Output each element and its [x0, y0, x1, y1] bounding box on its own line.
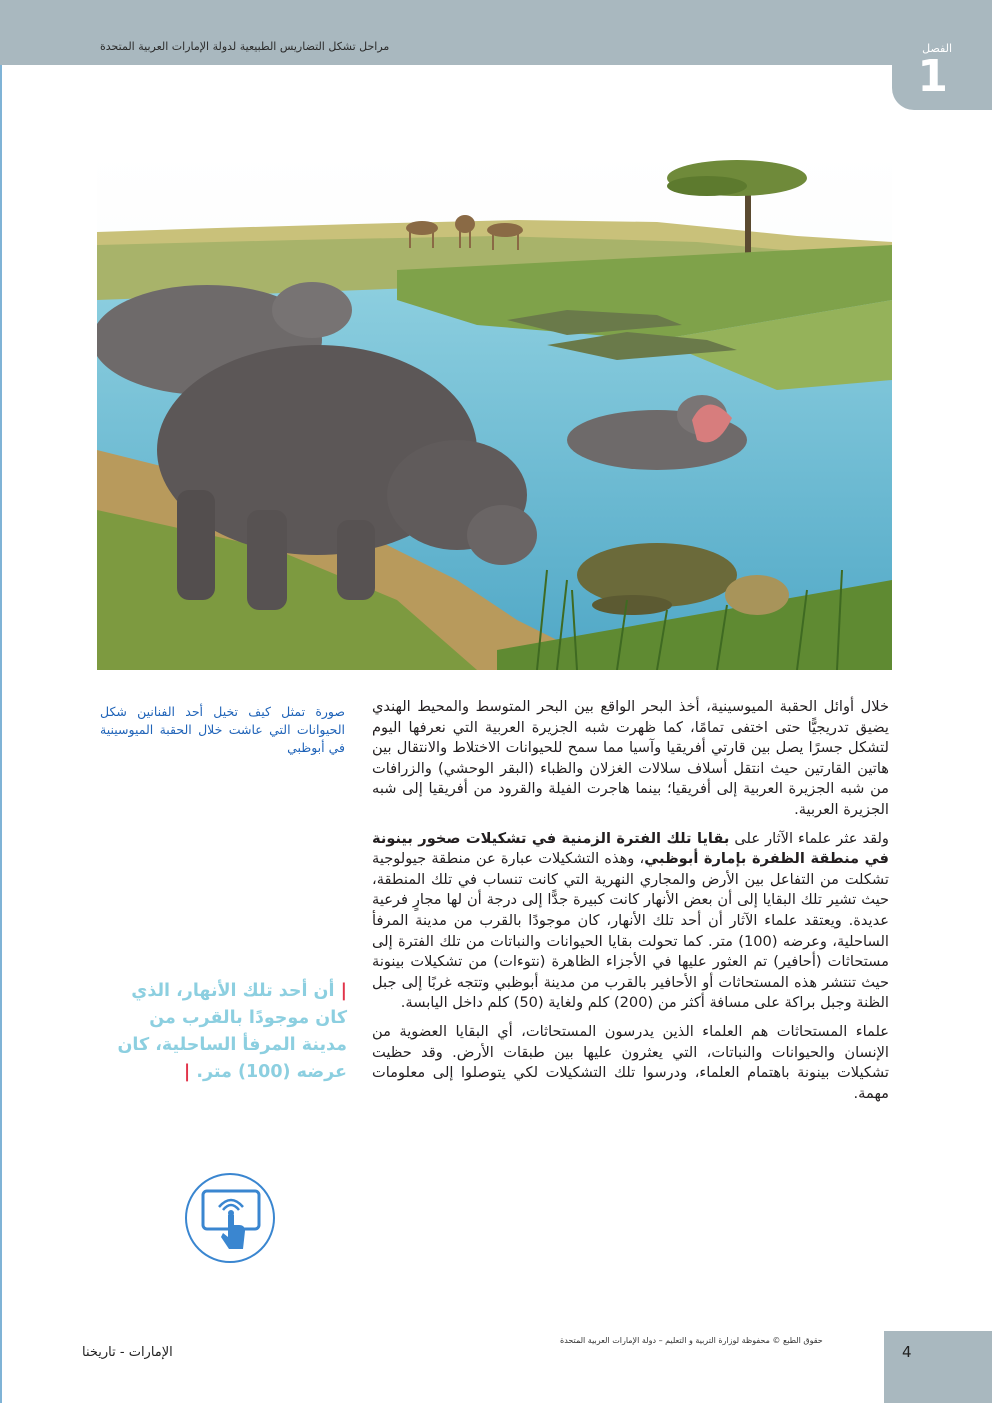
page-number-tab — [884, 1331, 992, 1403]
pull-quote — [100, 978, 347, 1086]
page-number: 4 — [902, 1343, 912, 1361]
unit-title: مراحل تشكل التضاريس الطبيعية لدولة الإمارات العربية المتحدة — [100, 40, 390, 53]
header-bar — [0, 0, 992, 65]
touch-screen-icon — [197, 1185, 265, 1253]
paragraph-2 — [372, 829, 889, 1014]
figure-caption: صورة تمثل كيف تخيل أحد الفنانين شكل الحيوانات التي عاشت خلال الحقبة الميوسينية في أبوظبي — [100, 704, 345, 755]
interactive-content-badge[interactable] — [185, 1173, 275, 1263]
paragraph-3: علماء المستحاثات هم العلماء الذين يدرسون المستحاثات، أي البقايا العضوية من الإنسان والحيوانات والنباتات، التي يعثرون عليها بين طبقات الأرض. وقد حظيت تشكيلات بينونة باهتمام العلماء، ودرسوا تلك التشكيلات لكي يتوصلوا إلى معلومات مهمة. — [372, 1022, 889, 1102]
chapter-label: الفصل — [922, 42, 952, 55]
paragraph-2-rest: ، وهذه التشكيلات عبارة عن منطقة جيولوجية تشكلت من التفاعل بين الأرض والمجاري النهرية التي كانت تنساب في تلك المنطقة، حيث تشير تلك البقايا إلى أن بعض الأنهار كانت كبيرة جدًّا إلى درجة أن لها مجارٍ فرعية عديدة. ويعتقد علماء الآثار أن أحد تلك الأنهار، كان موجودًا بالقرب من مدينة المرفأ الساحلية، وعرضه (100) متر. كما تحولت بقايا الحيوانات والنباتات من تلك الفترة إلى مستحاثات (أحافير) تم العثور عليها في الأجزاء الظاهرة (نتوءات) من تشكيلات بينونة حيث تنتشر هذه المستحاثات أو الأحافير بالقرب من مدينة أبوظبي وتتجه غربًا إلى جبل الظنة وجبل براكة على مسافة أكثر من (200) كلم ولغاية (50) كلم داخل اليابسة. — [372, 850, 889, 1012]
paragraph-1: خلال أوائل الحقبة الميوسينية، أخذ البحر الواقع بين البحر المتوسط والمحيط الهندي يضيق تدريجيًّا حتى اختفى تمامًا، كما ظهرت شبه الجزيرة العربية التي نعرفها اليوم لتشكل جسرًا يصل بين قارتي أفريقيا وآسيا مما سمح للحيوانات الاختلاط والانتقال بين هاتين القارتين حيث انتقل أسلاف سلالات الغزلان والظباء (البقر الوحشي) والزرافات من شبه الجزيرة العربية إلى أفريقيا؛ بينما هاجرت الفيلة والقرود من أفريقيا إلى شبه الجزيرة العربية. — [372, 698, 889, 818]
miocene-animals-illustration — [97, 150, 892, 670]
paragraph-2-highlight: بقايا تلك الفترة الزمنية في تشكيلات صخور بينونة في منطقة الظفرة بإمارة أبوظبي — [372, 829, 889, 868]
quote-mark-open: | — [340, 981, 347, 1001]
quote-mark-close: | — [183, 1062, 191, 1082]
acacia-trunk — [745, 190, 751, 260]
page-edge-rule — [0, 0, 2, 1403]
chapter-tab — [892, 0, 992, 110]
paragraph-2-intro: ولقد عثر علماء الآثار على — [729, 829, 889, 847]
pull-quote-text: أن أحد تلك الأنهار، الذي كان موجودًا بالقرب من مدينة المرفأ الساحلية، كان عرضه (100) متر. — [117, 981, 347, 1082]
book-title: الإمارات - تاريخنا — [82, 1345, 173, 1360]
copyright-notice: حقوق الطبع © محفوظة لوزارة التربية و التعليم – دولة الإمارات العربية المتحدة — [560, 1336, 823, 1345]
body-text — [372, 697, 889, 1112]
chapter-number: 1 — [917, 51, 948, 102]
